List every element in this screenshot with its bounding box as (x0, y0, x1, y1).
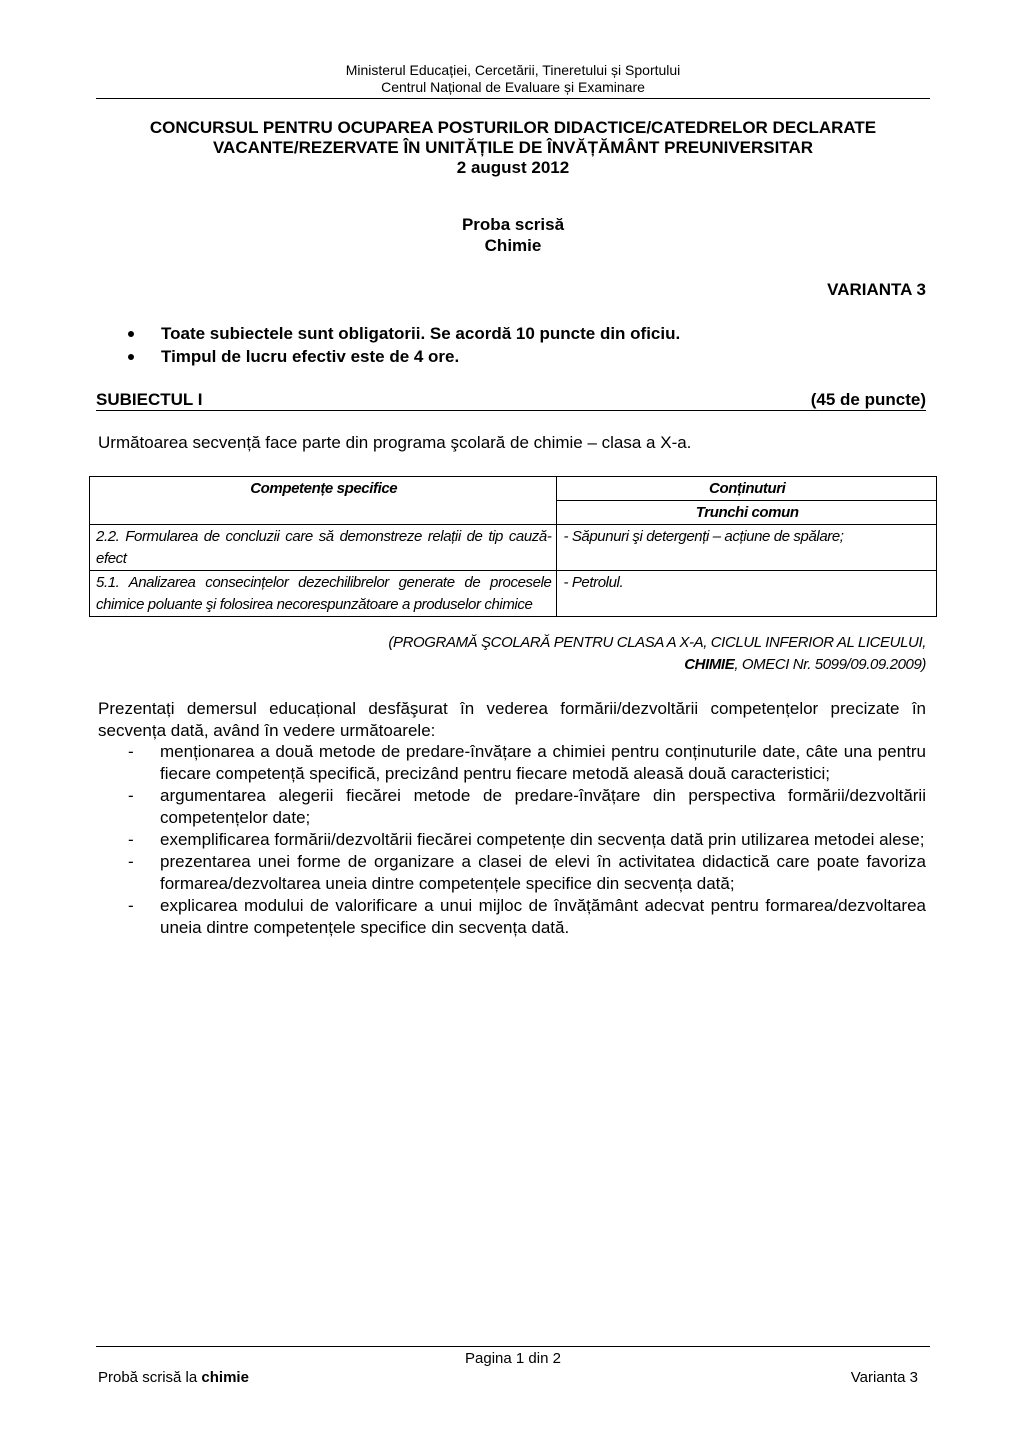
header-trunk: Trunchi comun (557, 501, 937, 525)
header-divider (96, 98, 930, 99)
task-paragraph: Prezentați demersul educațional desfăşurat în vederea formării/dezvoltării competențelor precizate în secvența dată, având în vedere următoarele: (98, 699, 926, 740)
list-item: - exemplificarea formării/dezvoltării fiecărei competențe din secvența dată prin utilizarea metodei alese; (128, 830, 925, 849)
source-citation (388, 632, 926, 676)
bullet-icon (128, 354, 134, 360)
title-line-1: CONCURSUL PENTRU OCUPAREA POSTURILOR DIDACTICE/CATEDRELOR DECLARATE (149, 118, 877, 137)
section-title: SUBIECTUL I (96, 390, 203, 409)
header-competences: Competențe specifice (90, 477, 557, 525)
exam-heading (96, 214, 930, 256)
footer-divider (96, 1346, 930, 1347)
bullet-icon (128, 331, 134, 337)
list-item: - argumentarea alegerii fiecărei metode de predare-învățare din perspectiva formării/dezvoltării competențelor date; (128, 786, 926, 827)
instructions-list (125, 322, 680, 368)
variant-label: VARIANTA 3 (827, 280, 926, 299)
document-header (96, 62, 930, 96)
header-contents: Conținuturi (557, 477, 937, 501)
section-points: (45 de puncte) (810, 390, 926, 409)
table-row (90, 525, 937, 571)
instruction-item: Toate subiectele sunt obligatorii. Se acordă 10 puncte din oficiu. (125, 322, 680, 345)
footer-variant: Varianta 3 (850, 1369, 918, 1386)
page-number: Pagina 1 din 2 (465, 1350, 561, 1367)
table-row (90, 571, 937, 617)
source-line-1: (PROGRAMĂ ŞCOLARĂ PENTRU CLASA A X-A, CICLUL INFERIOR AL LICEULUI, (388, 634, 926, 651)
competence-cell: 2.2. Formularea de concluzii care să demonstreze relații de tip cauză-efect (90, 525, 557, 571)
content-cell: - Petrolul. (557, 571, 937, 617)
instruction-item: Timpul de lucru efectiv este de 4 ore. (125, 345, 680, 368)
list-item: - menționarea a două metode de predare-învățare a chimiei pentru conținuturile date, câte una pentru fiecare competență specifică, precizând pentru fiecare metodă aleasă două caracteristici; (128, 742, 926, 783)
exam-date: 2 august 2012 (456, 158, 570, 177)
exam-subject: Chimie (484, 236, 542, 255)
section-heading (96, 390, 926, 411)
curriculum-table (89, 476, 937, 617)
source-line-2: CHIMIE, OMECI Nr. 5099/09.09.2009) (684, 656, 926, 673)
exam-type: Proba scrisă (461, 215, 565, 234)
content-cell: - Săpunuri şi detergenți – acțiune de spălare; (557, 525, 937, 571)
document-title (96, 118, 930, 178)
center-name: Centrul Național de Evaluare și Examinare (381, 79, 645, 95)
competence-cell: 5.1. Analizarea consecințelor dezechilibrelor generate de procesele chimice poluante şi folosirea necorespunzătoare a produselor chimice (90, 571, 557, 617)
footer-exam-label: Probă scrisă la chimie (98, 1369, 249, 1386)
title-line-2: VACANTE/REZERVATE ÎN UNITĂȚILE DE ÎNVĂȚĂMÂNT PREUNIVERSITAR (212, 138, 814, 157)
intro-text: Următoarea secvență face parte din programa şcolară de chimie – clasa a X-a. (98, 433, 692, 452)
list-item: - prezentarea unei forme de organizare a clasei de elevi în activitatea didactică care poate favoriza formarea/dezvoltarea uneia dintre competențele specifice din secvența dată; (128, 852, 926, 893)
list-item: - explicarea modului de valorificare a unui mijloc de învățământ adecvat pentru formarea/dezvoltarea uneia dintre competențele specifice din secvența dată. (128, 896, 926, 937)
ministry-name: Ministerul Educației, Cercetării, Tineretului și Sportului (345, 62, 681, 78)
task-list (98, 741, 926, 939)
